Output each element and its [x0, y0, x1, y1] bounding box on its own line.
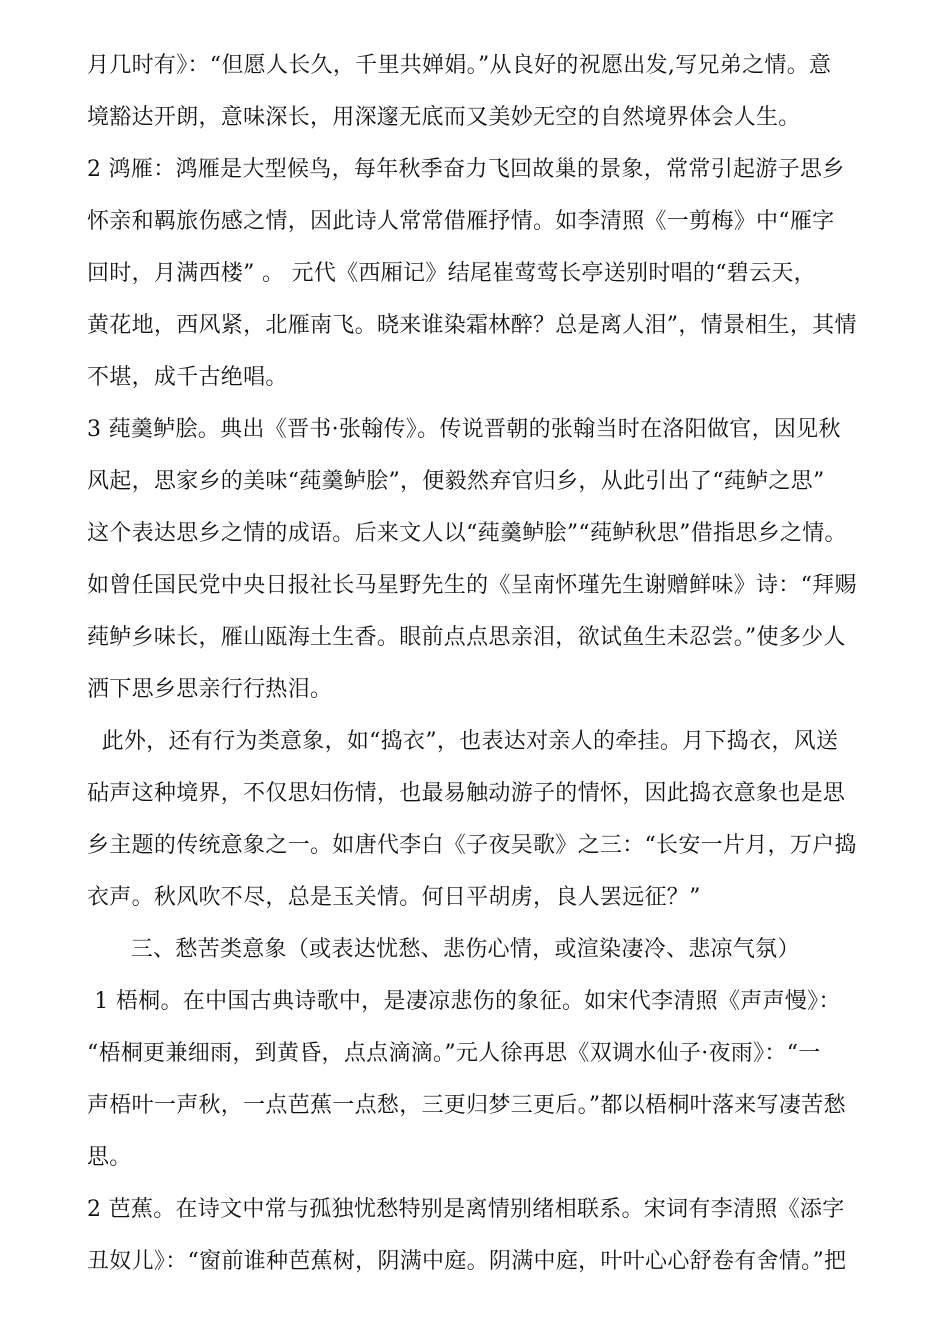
text-line: 怀亲和羁旅伤感之情，因此诗人常常借雁抒情。如李清照《一剪梅》中“雁字	[87, 209, 835, 234]
text-line: 不堪，成千古绝唱。	[87, 365, 288, 390]
text-line: 回时，月满西楼” 。 元代《西厢记》结尾崔莺莺长亭送别时唱的“碧云天，	[87, 261, 816, 286]
text-line: 风起，思家乡的美味“莼羹鲈脍”，便毅然弃官归乡，从此引出了“莼鲈之思”	[87, 469, 825, 494]
text-line: 2 鸿雁：鸿雁是大型候鸟，每年秋季奋力飞回故巢的景象，常常引起游子思乡	[87, 157, 845, 182]
text-line: 此外，还有行为类意象，如“捣衣”，也表达对亲人的牵挂。月下捣衣，风送	[87, 729, 839, 754]
text-line: 洒下思乡思亲行行热泪。	[87, 677, 333, 702]
text-line: 2 芭蕉。在诗文中常与孤独忧愁特别是离情别绪相联系。宋词有李清照《添字	[87, 1197, 845, 1222]
text-line: 3 莼羹鲈脍。典出《晋书·张翰传》。传说晋朝的张翰当时在洛阳做官，因见秋	[87, 417, 841, 442]
text-line: “梧桐更兼细雨，到黄昏，点点滴滴。”元人徐再思《双调水仙子·夜雨》：“一	[87, 1041, 821, 1066]
text-line: 砧声这种境界，不仅思妇伤情，也最易触动游子的情怀，因此捣衣意象也是思	[87, 781, 846, 806]
text-line: 这个表达思乡之情的成语。后来文人以“莼羹鲈脍”“莼鲈秋思”借指思乡之情。	[87, 521, 847, 546]
text-line: 黄花地，西风紧，北雁南飞。晓来谁染霜林醉？总是离人泪”，情景相生，其情	[87, 313, 857, 338]
text-line: 声梧叶一声秋，一点芭蕉一点愁，三更归梦三更后。”都以梧桐叶落来写凄苦愁	[87, 1093, 846, 1118]
text-line: 境豁达开朗，意味深长，用深邃无底而又美妙无空的自然境界体会人生。	[87, 105, 801, 130]
text-line: 1 梧桐。在中国古典诗歌中，是凄凉悲伤的象征。如宋代李清照《声声慢》：	[87, 989, 841, 1014]
section-heading: 三、愁苦类意象（或表达忧愁、悲伤心情，或渲染凄冷、悲凉气氛）	[87, 937, 800, 962]
text-line: 莼鲈乡味长，雁山瓯海土生香。眼前点点思亲泪，欲试鱼生未忍尝。”使多少人	[87, 625, 846, 650]
text-line: 月几时有》：“但愿人长久，千里共婵娟。”从良好的祝愿出发,写兄弟之情。意	[87, 53, 832, 78]
text-line: 如曾任国民党中央日报社长马星野先生的《呈南怀瑾先生谢赠鲜味》诗：“拜赐	[87, 573, 857, 598]
text-line: 乡主题的传统意象之一。如唐代李白《子夜吴歌》之三：“长安一片月，万户捣	[87, 833, 857, 858]
text-line: 衣声。秋风吹不尽，总是玉关情。何日平胡虏，良人罢远征？”	[87, 885, 701, 910]
text-line: 思。	[87, 1145, 132, 1170]
text-line: 丑奴儿》：“窗前谁种芭蕉树，阴满中庭。阴满中庭，叶叶心心舒卷有舍情。”把	[87, 1249, 847, 1274]
